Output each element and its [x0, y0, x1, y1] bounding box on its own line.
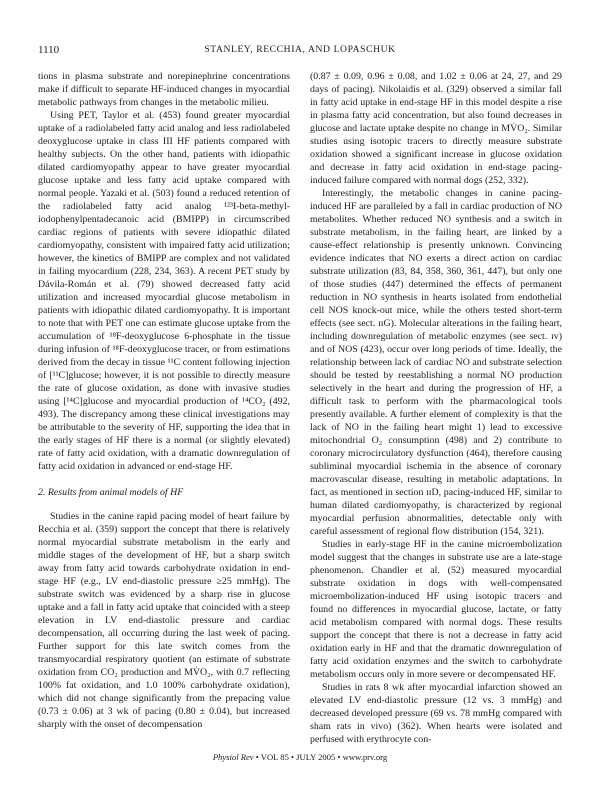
paragraph: tions in plasma substrate and norepinephrine concentrations make if difficult to separate HF-induced changes in myocardial metabolic pathways from changes in the metabolic milieu.	[38, 71, 290, 108]
running-head: STANLEY, RECCHIA, AND LOPASCHUK	[204, 44, 396, 55]
page-number: 1110	[38, 44, 60, 56]
section-heading: 2. Results from animal models of HF	[38, 487, 184, 498]
left-column	[38, 70, 290, 731]
paragraph: (0.87 ± 0.09, 0.96 ± 0.08, and 1.02 ± 0.06 at 24, 27, and 29 days of pacing). Nikolaidis et al. (329) observed a similar fall in fatty acid uptake in end-stage HF in this model despite a rise in plasma fatty acid concentration, but also found decreases in glucose and lactate uptake despite no change in MV̇O₂. Similar studies using isotopic tracers to directly measure substrate oxidation showed a significant increase in glucose oxidation and decrease in fatty acid oxidation in end-stage pacing-induced failure compared with normal dogs (252, 332).	[310, 71, 562, 186]
right-column	[310, 70, 562, 746]
paragraph: Studies in rats 8 wk after myocardial infarction showed an elevated LV end-diastolic pressure (12 vs. 3 mmHg) and decreased developed pressure (69 vs. 78 mmHg compared with sham rats in vivo) (362). When hearts were isolated and perfused with erythrocyte con-	[310, 682, 562, 745]
paragraph: Studies in the canine rapid pacing model of heart failure by Recchia et al. (359) support the concept that there is relatively normal myocardial substrate metabolism in the early and middle stages of the development of HF, but a sharp switch away from fatty acid towards carbohydrate oxidation in end-stage HF (e.g., LV end-diastolic pressure ≥25 mmHg). The substrate switch was evidenced by a sharp rise in glucose uptake and a fall in fatty acid uptake that coincided with a steep elevation in LV end-diastolic pressure and cardiac decompensation, all occurring during the last week of pacing. Further support for this late switch comes from the transmyocardial respiratory quotient (an estimate of substrate oxidation from CO₂ production and MV̇O₂, with 0.7 reflecting 100% fat oxidation, and 1.0 100% carbohydrate oxidation), which did not change significantly from the prepacing value (0.73 ± 0.06) at 3 wk of pacing (0.80 ± 0.04), but increased sharply with the onset of decompensation	[38, 511, 290, 730]
journal-name: Physiol Rev	[212, 752, 254, 762]
paragraph: Studies in early-stage HF in the canine microembolization model suggest that the changes in substrate use are a late-stage phenomenon. Chandler et al. (52) measured myocardial substrate oxidation in dogs with well-compensated microembolization-induced HF using isotopic tracers and found no differences in myocardial glucose, lactate, or fatty acid metabolism compared with normal dogs. These results support the concept that there is not a decrease in fatty acid oxidation early in HF and that the dramatic downregulation of fatty acid oxidation enzymes and the switch to carbohydrate metabolism occurs only in more severe or decompensated HF.	[310, 539, 562, 680]
paragraph: Using PET, Taylor et al. (453) found greater myocardial uptake of a radiolabeled fatty acid analog and less radiolabeled deoxyglucose uptake in class III HF patients compared with healthy subjects. On the other hand, patients with idiopathic dilated cardiomyopathy appear to have greater myocardial glucose uptake and less fatty acid uptake compared with normal people. Yazaki et al. (503) found a reduced retention of the radiolabeled fatty acid analog ¹²³I-beta-methyl-iodophenylpentadecanoic acid (BMIPP) in circumscribed cardiac regions of patients with severe idiopathic dilated cardiomyopathy, consistent with impaired fatty acid utilization; however, the kinetics of BMIPP are complex and not validated in failing myocardium (228, 234, 363). A recent PET study by Dávila-Román et al. (79) showed decreased fatty acid utilization and increased myocardial glucose metabolism in patients with idiopathic dilated cardiomyopathy. It is important to note that with PET one can estimate glucose uptake from the accumulation of ¹⁸F-deoxyglucose 6-phosphate in the tissue during infusion of ¹⁸F-deoxyglucose tracer, or from estimations derived from the decay in tissue ¹¹C content following injection of [¹¹C]glucose; however, it is not possible to directly measure the rate of glucose oxidation, as done with invasive studies using [¹⁴C]glucose and myocardial production of ¹⁴CO₂ (492, 493). The discrepancy among these clinical investigations may be attributable to the severity of HF, supporting the idea that in the early stages of HF there is a normal (or slightly elevated) rate of fatty acid oxidation, with a dramatic downregulation of fatty acid oxidation in advanced or end-stage HF.	[38, 110, 290, 472]
paragraph: Interestingly, the metabolic changes in canine pacing-induced HF are paralleled by a fall in cardiac production of NO metabolites. Whether reduced NO synthesis and a switch in substrate metabolism, in the failing heart, are linked by a cause-effect relationship is presently unknown. Convincing evidence indicates that NO exerts a direct action on cardiac substrate utilization (83, 84, 358, 360, 361, 447), but only one of those studies (447) determined the effects of permanent reduction in NO synthesis in hearts isolated from endothelial cell NOS knock-out mice, while the others tested short-term effects (see sect. ɪɪG). Molecular alterations in the failing heart, including downregulation of metabolic enzymes (see sect. ɪᴠ) and of NOS (423), occur over long periods of time. Ideally, the relationship between lack of cardiac NO and substrate selection should be tested by reestablishing a normal NO production selectively in the heart and during the progression of HF, a difficult task to perform with the pharmacological tools presently available. A further element of complexity is that the lack of NO in the failing heart might 1) lead to excessive mitochondrial O₂ consumption (498) and 2) contribute to coronary microcirculatory dysfunction (464), therefore causing subliminal myocardial ischemia in the absence of coronary macrovascular disease, resulting in metabolic adaptations. In fact, as mentioned in section ɪɪD, pacing-induced HF, similar to human dilated cardiomyopathy, is characterized by regional myocardial perfusion abnormalities, detectable only with careful assessment of regional flow distribution (154, 321).	[310, 188, 562, 537]
page-footer	[0, 752, 600, 762]
journal-details: • VOL 85 • JULY 2005 • www.prv.org	[253, 752, 388, 762]
